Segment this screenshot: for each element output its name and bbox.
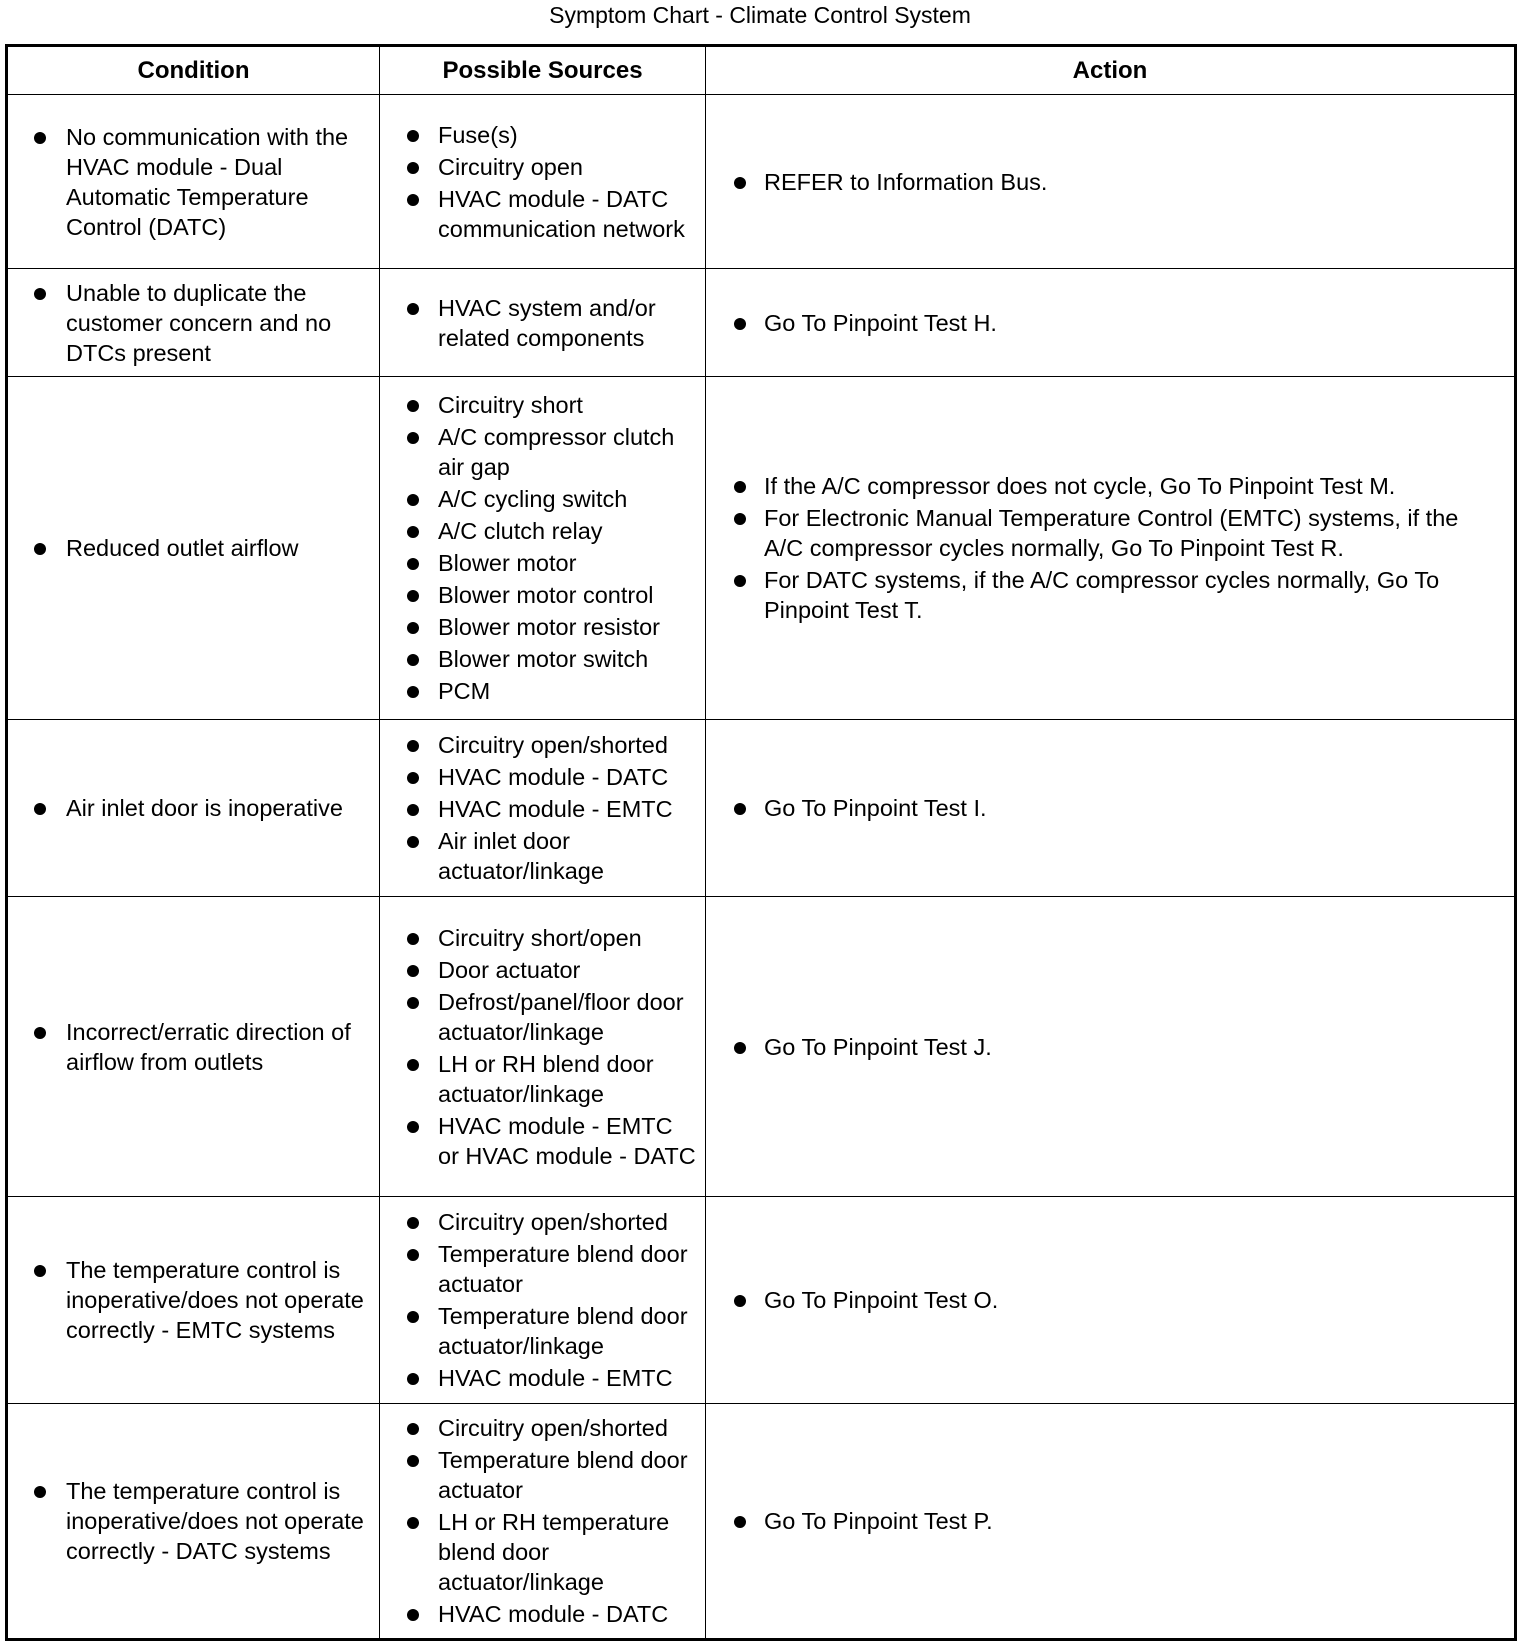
- action-cell: [706, 1197, 1516, 1404]
- source-item: Circuitry open: [380, 152, 705, 182]
- source-item: Circuitry open/shorted: [380, 730, 705, 760]
- header-action: Action: [706, 46, 1516, 95]
- source-item: HVAC module - DATC: [380, 762, 705, 792]
- condition-cell: [7, 377, 380, 720]
- condition-item: No communication with the HVAC module - Dual Automatic Temperature Control (DATC): [8, 122, 379, 242]
- source-item: Door actuator: [380, 955, 705, 985]
- condition-cell: [7, 1404, 380, 1640]
- source-item: HVAC module - EMTC: [380, 794, 705, 824]
- sources-cell: [380, 1404, 706, 1640]
- source-item: Blower motor switch: [380, 644, 705, 674]
- source-item: Circuitry open/shorted: [380, 1207, 705, 1237]
- action-cell: [706, 377, 1516, 720]
- source-item: HVAC system and/or related components: [380, 293, 705, 353]
- action-cell: [706, 897, 1516, 1197]
- condition-cell: [7, 269, 380, 377]
- sources-cell: [380, 897, 706, 1197]
- header-row: [7, 46, 1516, 95]
- source-item: A/C clutch relay: [380, 516, 705, 546]
- sources-cell: [380, 1197, 706, 1404]
- source-item: LH or RH temperature blend door actuator/linkage: [380, 1507, 705, 1597]
- source-item: Circuitry short: [380, 390, 705, 420]
- condition-item: Air inlet door is inoperative: [8, 793, 379, 823]
- sources-cell: [380, 377, 706, 720]
- condition-item: Incorrect/erratic direction of airflow from outlets: [8, 1017, 379, 1077]
- source-item: HVAC module - EMTC or HVAC module - DATC: [380, 1111, 705, 1171]
- condition-cell: [7, 897, 380, 1197]
- action-item: Go To Pinpoint Test H.: [706, 308, 1514, 338]
- source-item: Blower motor control: [380, 580, 705, 610]
- source-item: Blower motor resistor: [380, 612, 705, 642]
- table-row: [7, 1197, 1516, 1404]
- source-item: A/C compressor clutch air gap: [380, 422, 705, 482]
- condition-cell: [7, 1197, 380, 1404]
- action-item: Go To Pinpoint Test P.: [706, 1506, 1514, 1536]
- source-item: Defrost/panel/floor door actuator/linkage: [380, 987, 705, 1047]
- table-row: [7, 377, 1516, 720]
- condition-cell: [7, 95, 380, 269]
- action-cell: [706, 1404, 1516, 1640]
- source-item: Temperature blend door actuator: [380, 1445, 705, 1505]
- source-item: Fuse(s): [380, 120, 705, 150]
- source-item: LH or RH blend door actuator/linkage: [380, 1049, 705, 1109]
- source-item: Temperature blend door actuator/linkage: [380, 1301, 705, 1361]
- source-item: A/C cycling switch: [380, 484, 705, 514]
- source-item: Circuitry short/open: [380, 923, 705, 953]
- table-row: [7, 1404, 1516, 1640]
- symptom-chart-table: [5, 44, 1517, 1641]
- action-item: If the A/C compressor does not cycle, Go To Pinpoint Test M.: [706, 471, 1514, 501]
- table-row: [7, 897, 1516, 1197]
- source-item: Circuitry open/shorted: [380, 1413, 705, 1443]
- action-item: For DATC systems, if the A/C compressor cycles normally, Go To Pinpoint Test T.: [706, 565, 1514, 625]
- source-item: Temperature blend door actuator: [380, 1239, 705, 1299]
- chart-title: Symptom Chart - Climate Control System: [549, 2, 971, 28]
- action-item: REFER to Information Bus.: [706, 167, 1514, 197]
- condition-cell: [7, 720, 380, 897]
- action-item: For Electronic Manual Temperature Control (EMTC) systems, if the A/C compressor cycles normally, Go To Pinpoint Test R.: [706, 503, 1514, 563]
- sources-cell: [380, 720, 706, 897]
- condition-item: Unable to duplicate the customer concern and no DTCs present: [8, 278, 379, 368]
- condition-item: Reduced outlet airflow: [8, 533, 379, 563]
- action-item: Go To Pinpoint Test I.: [706, 793, 1514, 823]
- action-item: Go To Pinpoint Test O.: [706, 1285, 1514, 1315]
- table-row: [7, 269, 1516, 377]
- table-row: [7, 720, 1516, 897]
- action-cell: [706, 720, 1516, 897]
- action-cell: [706, 269, 1516, 377]
- action-cell: [706, 95, 1516, 269]
- sources-cell: [380, 269, 706, 377]
- condition-item: The temperature control is inoperative/does not operate correctly - EMTC systems: [8, 1255, 379, 1345]
- source-item: PCM: [380, 676, 705, 706]
- source-item: HVAC module - EMTC: [380, 1363, 705, 1393]
- header-possible-sources: Possible Sources: [380, 46, 706, 95]
- action-item: Go To Pinpoint Test J.: [706, 1032, 1514, 1062]
- header-condition: Condition: [7, 46, 380, 95]
- table-row: [7, 95, 1516, 269]
- source-item: Air inlet door actuator/linkage: [380, 826, 705, 886]
- source-item: Blower motor: [380, 548, 705, 578]
- source-item: HVAC module - DATC communication network: [380, 184, 705, 244]
- sources-cell: [380, 95, 706, 269]
- condition-item: The temperature control is inoperative/does not operate correctly - DATC systems: [8, 1476, 379, 1566]
- source-item: HVAC module - DATC: [380, 1599, 705, 1629]
